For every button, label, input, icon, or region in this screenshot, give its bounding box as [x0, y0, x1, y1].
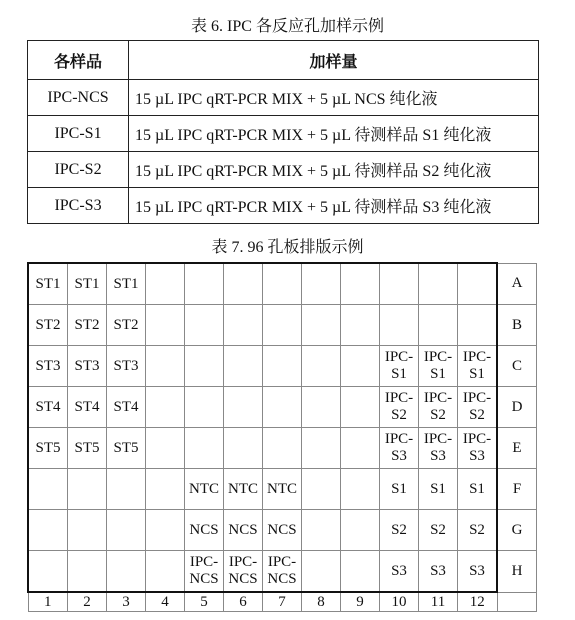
- plate-well: [341, 387, 380, 428]
- plate-well: [419, 263, 458, 305]
- plate-well: [341, 469, 380, 510]
- plate-row-label: B: [497, 305, 537, 346]
- plate-well: [185, 428, 224, 469]
- volume-cell: 15 µL IPC qRT-PCR MIX + 5 µL 待测样品 S1 纯化液: [129, 116, 539, 152]
- plate-row: [28, 305, 537, 346]
- header-volume: 加样量: [129, 41, 539, 80]
- plate-well: [68, 469, 107, 510]
- plate-row-label: D: [497, 387, 537, 428]
- plate-well: [224, 263, 263, 305]
- plate-well: [146, 305, 185, 346]
- plate-column-labels: [28, 592, 537, 612]
- plate-well: [224, 428, 263, 469]
- plate-well: [302, 263, 341, 305]
- plate-well: NTC: [224, 469, 263, 510]
- plate-row: [28, 346, 537, 387]
- plate-row: [28, 428, 537, 469]
- plate-well: NTC: [263, 469, 302, 510]
- plate-well: NTC: [185, 469, 224, 510]
- plate-well: ST1: [68, 263, 107, 305]
- plate-well: ST5: [68, 428, 107, 469]
- plate-well: ST4: [68, 387, 107, 428]
- plate-well: ST3: [107, 346, 146, 387]
- plate-column-label: 12: [458, 592, 498, 612]
- plate-well: NCS: [224, 510, 263, 551]
- plate-well: [68, 510, 107, 551]
- plate-row: [28, 510, 537, 551]
- plate-well: [28, 551, 68, 593]
- sample-cell: IPC-S2: [28, 152, 129, 188]
- ipc-sample-table: [27, 40, 539, 224]
- plate-well: [302, 346, 341, 387]
- plate-well: IPC- NCS: [224, 551, 263, 593]
- plate-well: S2: [419, 510, 458, 551]
- sample-cell: IPC-S1: [28, 116, 129, 152]
- plate-well: [146, 510, 185, 551]
- plate-well: S3: [458, 551, 498, 593]
- plate-well: IPC- S2: [380, 387, 419, 428]
- plate-well: S3: [380, 551, 419, 593]
- plate-well: [458, 263, 498, 305]
- plate-well: [302, 387, 341, 428]
- plate-well: [302, 551, 341, 593]
- plate-well: IPC- S3: [458, 428, 498, 469]
- volume-cell: 15 µL IPC qRT-PCR MIX + 5 µL 待测样品 S2 纯化液: [129, 152, 539, 188]
- plate-layout-table: [27, 262, 537, 612]
- plate-well: [146, 469, 185, 510]
- plate-row-label: G: [497, 510, 537, 551]
- plate-well: [302, 305, 341, 346]
- plate-well: NCS: [263, 510, 302, 551]
- plate-well: [341, 551, 380, 593]
- plate-well: IPC- S2: [458, 387, 498, 428]
- header-sample: 各样品: [28, 41, 129, 80]
- plate-well: IPC- S3: [419, 428, 458, 469]
- plate-column-label: 11: [419, 592, 458, 612]
- plate-column-label: 10: [380, 592, 419, 612]
- plate-well: ST2: [68, 305, 107, 346]
- plate-well: [302, 428, 341, 469]
- table-row: [28, 152, 539, 188]
- plate-well: [107, 510, 146, 551]
- plate-well: [107, 551, 146, 593]
- plate-well: S2: [458, 510, 498, 551]
- plate-well: [107, 469, 146, 510]
- table-row: [28, 116, 539, 152]
- plate-column-label: 5: [185, 592, 224, 612]
- plate-well: [185, 305, 224, 346]
- plate-well: [263, 305, 302, 346]
- plate-row: [28, 263, 537, 305]
- plate-well: ST2: [28, 305, 68, 346]
- plate-well: IPC- S3: [380, 428, 419, 469]
- plate-well: [185, 387, 224, 428]
- corner-cell: [497, 592, 537, 612]
- plate-well: IPC- S1: [419, 346, 458, 387]
- plate-well: [341, 305, 380, 346]
- plate-well: [146, 387, 185, 428]
- plate-row: [28, 469, 537, 510]
- table-row: [28, 188, 539, 224]
- plate-row: [28, 387, 537, 428]
- plate-well: [224, 346, 263, 387]
- plate-column-label: 9: [341, 592, 380, 612]
- plate-well: [146, 428, 185, 469]
- plate-well: [28, 510, 68, 551]
- plate-well: ST1: [107, 263, 146, 305]
- plate-well: S1: [419, 469, 458, 510]
- plate-well: ST4: [107, 387, 146, 428]
- plate-well: ST5: [107, 428, 146, 469]
- plate-well: [341, 346, 380, 387]
- plate-well: [68, 551, 107, 593]
- table-row: [28, 80, 539, 116]
- plate-column-label: 6: [224, 592, 263, 612]
- plate-well: IPC- S1: [380, 346, 419, 387]
- plate-well: [302, 469, 341, 510]
- plate-well: [380, 263, 419, 305]
- plate-well: [224, 305, 263, 346]
- plate-row-label: H: [497, 551, 537, 593]
- plate-well: [224, 387, 263, 428]
- plate-well: ST5: [28, 428, 68, 469]
- plate-row-label: E: [497, 428, 537, 469]
- plate-well: S2: [380, 510, 419, 551]
- plate-well: S1: [458, 469, 498, 510]
- volume-cell: 15 µL IPC qRT-PCR MIX + 5 µL NCS 纯化液: [129, 80, 539, 116]
- plate-well: ST3: [28, 346, 68, 387]
- plate-column-label: 1: [28, 592, 68, 612]
- plate-well: [302, 510, 341, 551]
- plate-well: ST3: [68, 346, 107, 387]
- plate-well: [263, 263, 302, 305]
- plate-well: ST4: [28, 387, 68, 428]
- plate-well: S3: [419, 551, 458, 593]
- plate-well: [341, 263, 380, 305]
- plate-well: [185, 346, 224, 387]
- plate-row: [28, 551, 537, 593]
- plate-column-label: 2: [68, 592, 107, 612]
- plate-well: [263, 428, 302, 469]
- plate-column-label: 4: [146, 592, 185, 612]
- plate-well: [263, 387, 302, 428]
- table-header-row: [28, 41, 539, 80]
- plate-column-label: 3: [107, 592, 146, 612]
- plate-well: [146, 263, 185, 305]
- table6-caption: 表 6. IPC 各反应孔加样示例: [191, 18, 384, 35]
- sample-cell: IPC-S3: [28, 188, 129, 224]
- plate-well: IPC- NCS: [263, 551, 302, 593]
- plate-well: [458, 305, 498, 346]
- volume-cell: 15 µL IPC qRT-PCR MIX + 5 µL 待测样品 S3 纯化液: [129, 188, 539, 224]
- plate-column-label: 8: [302, 592, 341, 612]
- plate-well: [28, 469, 68, 510]
- plate-well: NCS: [185, 510, 224, 551]
- plate-well: [146, 551, 185, 593]
- plate-well: [380, 305, 419, 346]
- plate-column-label: 7: [263, 592, 302, 612]
- plate-row-label: A: [497, 263, 537, 305]
- plate-well: [419, 305, 458, 346]
- plate-well: [146, 346, 185, 387]
- plate-well: [185, 263, 224, 305]
- table7-caption: 表 7. 96 孔板排版示例: [211, 239, 364, 256]
- plate-well: [341, 510, 380, 551]
- plate-well: ST2: [107, 305, 146, 346]
- plate-well: IPC- NCS: [185, 551, 224, 593]
- plate-well: [341, 428, 380, 469]
- plate-well: IPC- S1: [458, 346, 498, 387]
- plate-well: ST1: [28, 263, 68, 305]
- plate-well: S1: [380, 469, 419, 510]
- plate-well: [263, 346, 302, 387]
- sample-cell: IPC-NCS: [28, 80, 129, 116]
- plate-row-label: C: [497, 346, 537, 387]
- plate-row-label: F: [497, 469, 537, 510]
- plate-well: IPC- S2: [419, 387, 458, 428]
